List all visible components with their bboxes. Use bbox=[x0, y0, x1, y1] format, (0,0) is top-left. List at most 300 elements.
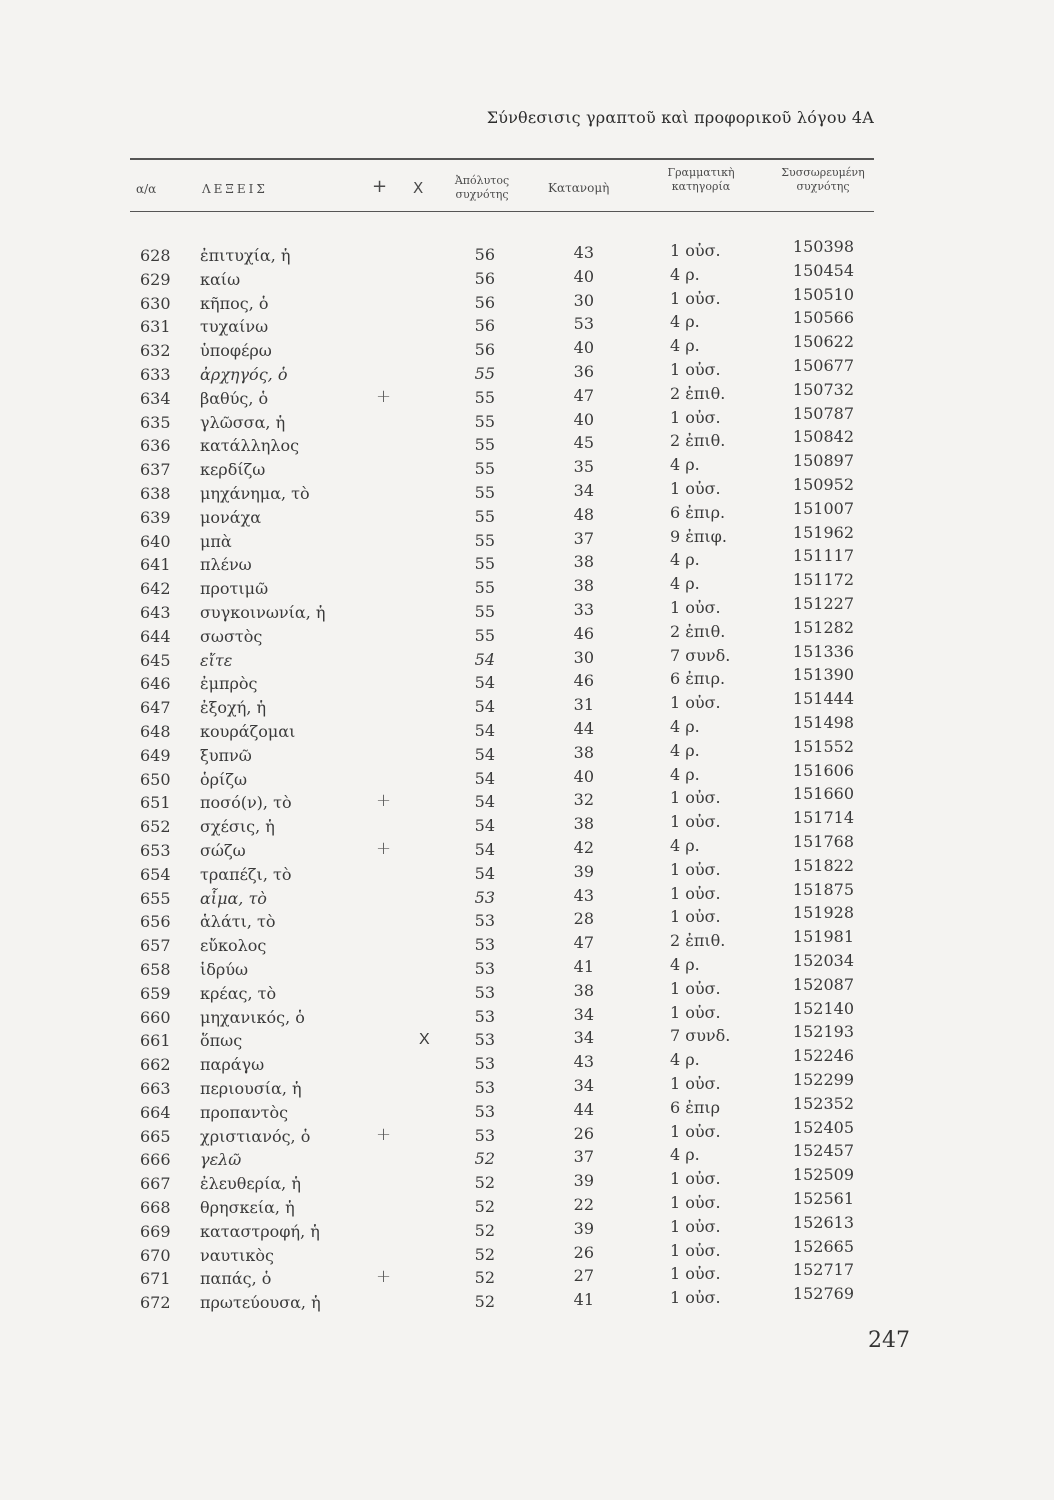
row-grammar-category: 1 οὐσ. bbox=[670, 1288, 721, 1308]
row-distribution: 42 bbox=[573, 838, 594, 857]
row-word: προπαντὸς bbox=[200, 1102, 289, 1122]
row-absolute-frequency: 52 bbox=[474, 1220, 495, 1240]
row-number: 662 bbox=[140, 1055, 171, 1075]
row-word: κῆπος, ὁ bbox=[200, 293, 269, 313]
table-row bbox=[0, 1046, 1054, 1079]
row-number: 635 bbox=[140, 412, 171, 432]
row-word: παπάς, ὁ bbox=[200, 1269, 272, 1289]
row-absolute-frequency: 54 bbox=[474, 792, 495, 812]
row-word: τυχαίνω bbox=[200, 317, 269, 337]
row-grammar-category: 1 οὐσ. bbox=[670, 788, 721, 808]
row-number: 666 bbox=[140, 1150, 171, 1170]
row-grammar-category: 4 ρ. bbox=[670, 955, 700, 974]
row-absolute-frequency: 55 bbox=[474, 483, 495, 502]
table-row bbox=[0, 570, 1054, 603]
row-distribution: 31 bbox=[573, 695, 594, 715]
row-word: μονάχα bbox=[200, 507, 262, 527]
row-cumulative-frequency: 150787 bbox=[792, 403, 854, 423]
row-number: 649 bbox=[140, 745, 171, 765]
row-distribution: 39 bbox=[573, 861, 594, 881]
row-grammar-category: 1 οὐσ. bbox=[670, 812, 721, 832]
row-distribution: 53 bbox=[573, 314, 594, 334]
header-absolute: Ἀπόλυτος συχνότης bbox=[454, 174, 510, 201]
row-word: ἐμπρὸς bbox=[200, 674, 258, 694]
row-distribution: 40 bbox=[573, 766, 594, 786]
row-word: ξυπνῶ bbox=[200, 745, 252, 765]
row-distribution: 39 bbox=[573, 1218, 594, 1238]
table-row bbox=[0, 998, 1054, 1032]
header-cumulative: Συσσωρευμένη συχνότης bbox=[781, 166, 865, 193]
row-word: ἐξοχή, ἡ bbox=[200, 698, 267, 718]
row-absolute-frequency: 55 bbox=[474, 364, 495, 383]
row-grammar-category: 4 ρ. bbox=[670, 550, 700, 570]
row-distribution: 34 bbox=[573, 1004, 594, 1024]
row-distribution: 41 bbox=[573, 1290, 594, 1310]
header-words: ΛΕΞΕΙΣ bbox=[202, 182, 268, 196]
header-aa: α/α bbox=[136, 182, 157, 196]
row-distribution: 37 bbox=[573, 528, 594, 548]
row-number: 659 bbox=[140, 983, 171, 1003]
row-word: σωστὸς bbox=[200, 626, 263, 646]
row-absolute-frequency: 52 bbox=[474, 1197, 495, 1216]
row-number: 638 bbox=[140, 484, 171, 503]
row-word: συγκοινωνία, ἡ bbox=[200, 603, 326, 622]
row-distribution: 43 bbox=[573, 1052, 594, 1072]
row-number: 651 bbox=[140, 793, 171, 813]
row-absolute-frequency: 52 bbox=[474, 1292, 495, 1312]
row-cumulative-frequency: 150398 bbox=[792, 237, 854, 256]
row-word: τραπέζι, τὸ bbox=[200, 864, 292, 884]
row-grammar-category: 1 οὐσ. bbox=[670, 1264, 721, 1284]
row-grammar-category: 2 ἐπιθ. bbox=[670, 383, 726, 403]
row-word: ἐπιτυχία, ἡ bbox=[200, 246, 291, 265]
table-row bbox=[0, 903, 1054, 936]
row-number: 661 bbox=[140, 1031, 171, 1051]
row-distribution: 36 bbox=[573, 362, 594, 381]
row-word: παράγω bbox=[200, 1055, 265, 1075]
row-cumulative-frequency: 151336 bbox=[792, 641, 854, 661]
table-row bbox=[0, 237, 1054, 270]
row-number: 636 bbox=[140, 436, 171, 456]
row-distribution: 32 bbox=[573, 790, 594, 810]
row-cumulative-frequency: 152717 bbox=[792, 1260, 854, 1280]
header-x: Χ bbox=[413, 179, 424, 197]
row-cumulative-frequency: 150842 bbox=[792, 427, 854, 447]
row-number: 665 bbox=[140, 1126, 171, 1146]
table-row bbox=[0, 927, 1054, 960]
row-word: περιουσία, ἡ bbox=[200, 1079, 302, 1098]
row-absolute-frequency: 53 bbox=[474, 1078, 495, 1097]
table-row bbox=[0, 665, 1054, 698]
row-distribution: 22 bbox=[573, 1195, 594, 1214]
row-distribution: 48 bbox=[573, 504, 594, 524]
row-absolute-frequency: 54 bbox=[474, 768, 495, 788]
row-distribution: 40 bbox=[573, 338, 594, 358]
row-absolute-frequency: 54 bbox=[474, 697, 495, 717]
table-row bbox=[0, 879, 1054, 913]
row-number: 671 bbox=[140, 1269, 171, 1289]
row-distribution: 47 bbox=[573, 385, 594, 405]
row-grammar-category: 4 ρ. bbox=[670, 740, 700, 760]
row-plus-mark: + bbox=[376, 1123, 392, 1145]
row-grammar-category: 9 ἐπιφ. bbox=[670, 526, 727, 546]
row-distribution: 34 bbox=[573, 481, 594, 500]
row-word: καίω bbox=[200, 269, 241, 289]
row-distribution: 43 bbox=[573, 243, 594, 262]
row-word: κερδίζω bbox=[200, 460, 266, 480]
row-number: 644 bbox=[140, 626, 171, 646]
row-distribution: 38 bbox=[573, 552, 594, 572]
row-cumulative-frequency: 151117 bbox=[792, 546, 854, 566]
row-word: καταστροφή, ἡ bbox=[200, 1221, 320, 1241]
row-grammar-category: 1 οὐσ. bbox=[670, 1169, 721, 1189]
table-row bbox=[0, 974, 1054, 1008]
header-plus: + bbox=[372, 176, 388, 197]
row-grammar-category: 1 οὐσ. bbox=[670, 360, 721, 379]
row-distribution: 47 bbox=[573, 933, 594, 953]
row-cumulative-frequency: 152769 bbox=[792, 1284, 854, 1304]
row-number: 629 bbox=[140, 269, 171, 289]
table-row bbox=[0, 403, 1054, 437]
row-absolute-frequency: 53 bbox=[474, 982, 495, 1002]
row-absolute-frequency: 54 bbox=[474, 840, 495, 859]
table-row bbox=[0, 689, 1054, 722]
table-row bbox=[0, 284, 1054, 318]
row-word: ἁλάτι, τὸ bbox=[200, 912, 276, 932]
table-row bbox=[0, 451, 1054, 484]
table-row bbox=[0, 1070, 1054, 1103]
row-distribution: 43 bbox=[573, 885, 594, 905]
row-distribution: 46 bbox=[573, 623, 594, 643]
row-word: γελῶ bbox=[200, 1150, 242, 1170]
table-row bbox=[0, 951, 1054, 984]
row-absolute-frequency: 52 bbox=[474, 1149, 495, 1169]
row-distribution: 44 bbox=[573, 719, 594, 738]
row-grammar-category: 2 ἐπιθ. bbox=[670, 931, 726, 951]
row-number: 668 bbox=[140, 1198, 171, 1217]
row-distribution: 40 bbox=[573, 266, 594, 286]
row-absolute-frequency: 56 bbox=[474, 292, 495, 312]
table-row bbox=[0, 427, 1054, 460]
row-cumulative-frequency: 152299 bbox=[792, 1070, 854, 1089]
row-absolute-frequency: 55 bbox=[474, 459, 495, 479]
row-cumulative-frequency: 152193 bbox=[792, 1022, 854, 1042]
row-number: 660 bbox=[140, 1007, 171, 1027]
row-grammar-category: 1 οὐσ. bbox=[670, 693, 721, 713]
row-distribution: 34 bbox=[573, 1076, 594, 1095]
row-distribution: 26 bbox=[573, 1123, 594, 1143]
row-grammar-category: 7 συνδ. bbox=[670, 645, 731, 665]
row-absolute-frequency: 53 bbox=[474, 911, 495, 931]
row-grammar-category: 1 οὐσ. bbox=[670, 1216, 721, 1236]
table-row bbox=[0, 736, 1054, 770]
row-number: 628 bbox=[140, 246, 171, 265]
table-row bbox=[0, 760, 1054, 794]
row-grammar-category: 4 ρ. bbox=[670, 574, 700, 594]
row-grammar-category: 4 ρ. bbox=[670, 336, 700, 356]
row-number: 647 bbox=[140, 698, 171, 718]
row-number: 672 bbox=[140, 1293, 171, 1313]
row-number: 634 bbox=[140, 388, 171, 408]
row-grammar-category: 4 ρ. bbox=[670, 764, 700, 784]
row-grammar-category: 1 οὐσ. bbox=[670, 407, 721, 427]
table-row bbox=[0, 475, 1054, 508]
row-grammar-category: 1 οὐσ. bbox=[670, 241, 721, 260]
row-grammar-category: 4 ρ. bbox=[670, 264, 700, 284]
row-absolute-frequency: 53 bbox=[474, 887, 495, 907]
row-distribution: 38 bbox=[573, 980, 594, 1000]
row-absolute-frequency: 55 bbox=[474, 625, 495, 645]
row-number: 630 bbox=[140, 293, 171, 313]
row-absolute-frequency: 54 bbox=[474, 673, 495, 693]
row-word: ναυτικὸς bbox=[200, 1245, 274, 1265]
row-grammar-category: 2 ἐπιθ. bbox=[670, 431, 726, 451]
row-cumulative-frequency: 152034 bbox=[792, 951, 854, 970]
row-grammar-category: 4 ρ. bbox=[670, 455, 700, 475]
row-number: 657 bbox=[140, 936, 171, 956]
row-distribution: 30 bbox=[573, 290, 594, 310]
row-grammar-category: 1 οὐσ. bbox=[670, 1240, 721, 1260]
row-word: μηχάνημα, τὸ bbox=[200, 484, 310, 503]
row-cumulative-frequency: 152509 bbox=[792, 1165, 854, 1185]
row-absolute-frequency: 56 bbox=[474, 268, 495, 288]
table-row bbox=[0, 260, 1054, 294]
row-distribution: 27 bbox=[573, 1266, 594, 1286]
row-word: κρέας, τὸ bbox=[200, 983, 277, 1003]
row-word: αἷμα, τὸ bbox=[200, 888, 267, 908]
row-distribution: 44 bbox=[573, 1099, 594, 1119]
row-number: 631 bbox=[140, 317, 171, 337]
row-word: χριστιανός, ὁ bbox=[200, 1126, 311, 1146]
row-word: κατάλληλος bbox=[200, 436, 300, 456]
table-row bbox=[0, 1165, 1054, 1198]
row-word: ὁρίζω bbox=[200, 769, 248, 789]
row-absolute-frequency: 52 bbox=[474, 1244, 495, 1264]
table-row bbox=[0, 308, 1054, 341]
table-row bbox=[0, 1189, 1054, 1222]
row-number: 643 bbox=[140, 603, 171, 622]
row-cumulative-frequency: 151007 bbox=[792, 498, 854, 518]
table-row bbox=[0, 498, 1054, 532]
row-plus-mark: + bbox=[376, 790, 392, 812]
table-row bbox=[0, 379, 1054, 413]
row-absolute-frequency: 55 bbox=[474, 387, 495, 407]
table-row bbox=[0, 1093, 1054, 1127]
table-row bbox=[0, 522, 1054, 556]
table-row bbox=[0, 1141, 1054, 1174]
row-absolute-frequency: 56 bbox=[474, 340, 495, 360]
row-absolute-frequency: 55 bbox=[474, 435, 495, 455]
row-x-mark: Χ bbox=[419, 1031, 430, 1049]
row-absolute-frequency: 53 bbox=[474, 959, 495, 978]
header-distribution: Κατανομὴ bbox=[548, 181, 610, 195]
row-plus-mark: + bbox=[376, 385, 392, 407]
row-absolute-frequency: 52 bbox=[474, 1173, 495, 1193]
row-cumulative-frequency: 151822 bbox=[792, 855, 854, 875]
row-cumulative-frequency: 151552 bbox=[792, 736, 854, 756]
row-grammar-category: 1 οὐσ. bbox=[670, 479, 721, 498]
row-cumulative-frequency: 151875 bbox=[792, 879, 854, 899]
row-absolute-frequency: 53 bbox=[474, 1006, 495, 1026]
row-number: 670 bbox=[140, 1245, 171, 1265]
table-row bbox=[0, 808, 1054, 841]
row-cumulative-frequency: 152613 bbox=[792, 1212, 854, 1232]
row-distribution: 30 bbox=[573, 647, 594, 667]
row-absolute-frequency: 53 bbox=[474, 1030, 495, 1050]
row-word: ἐλευθερία, ἡ bbox=[200, 1174, 301, 1194]
table-row bbox=[0, 641, 1054, 675]
row-plus-mark: + bbox=[376, 1266, 392, 1288]
row-cumulative-frequency: 152352 bbox=[792, 1093, 854, 1113]
row-word: κουράζομαι bbox=[200, 722, 296, 741]
row-word: ὅπως bbox=[200, 1031, 243, 1051]
row-cumulative-frequency: 150454 bbox=[792, 260, 854, 280]
row-absolute-frequency: 54 bbox=[474, 721, 495, 740]
row-number: 650 bbox=[140, 769, 171, 789]
row-plus-mark: + bbox=[376, 838, 392, 859]
row-grammar-category: 1 οὐσ. bbox=[670, 598, 721, 617]
row-number: 656 bbox=[140, 912, 171, 932]
row-word: εὔκολος bbox=[200, 936, 267, 956]
row-grammar-category: 4 ρ. bbox=[670, 312, 700, 332]
row-absolute-frequency: 55 bbox=[474, 602, 495, 621]
row-cumulative-frequency: 151962 bbox=[792, 522, 854, 542]
row-cumulative-frequency: 150897 bbox=[792, 451, 854, 471]
row-cumulative-frequency: 151282 bbox=[792, 617, 854, 637]
table-row bbox=[0, 713, 1054, 746]
row-distribution: 34 bbox=[573, 1028, 594, 1048]
row-distribution: 39 bbox=[573, 1171, 594, 1191]
row-distribution: 41 bbox=[573, 957, 594, 976]
row-number: 654 bbox=[140, 864, 171, 884]
row-word: σώζω bbox=[200, 841, 246, 860]
row-word: ποσό(ν), τὸ bbox=[200, 793, 292, 813]
row-cumulative-frequency: 151498 bbox=[792, 713, 854, 732]
row-distribution: 33 bbox=[573, 600, 594, 619]
row-number: 641 bbox=[140, 555, 171, 575]
table-row bbox=[0, 332, 1054, 365]
row-absolute-frequency: 55 bbox=[474, 578, 495, 598]
row-absolute-frequency: 53 bbox=[474, 1125, 495, 1145]
row-number: 664 bbox=[140, 1102, 171, 1122]
header-grammar: Γραμματικὴ κατηγορία bbox=[667, 166, 735, 193]
row-distribution: 37 bbox=[573, 1147, 594, 1167]
row-number: 655 bbox=[140, 888, 171, 908]
row-cumulative-frequency: 150732 bbox=[792, 379, 854, 399]
row-grammar-category: 1 οὐσ. bbox=[670, 978, 721, 998]
row-distribution: 40 bbox=[573, 409, 594, 429]
row-number: 669 bbox=[140, 1221, 171, 1241]
row-distribution: 46 bbox=[573, 671, 594, 691]
row-cumulative-frequency: 152561 bbox=[792, 1189, 854, 1208]
table-row bbox=[0, 1260, 1054, 1293]
row-absolute-frequency: 53 bbox=[474, 1101, 495, 1121]
row-number: 648 bbox=[140, 722, 171, 741]
table-row bbox=[0, 1212, 1054, 1246]
table-row bbox=[0, 1284, 1054, 1317]
row-grammar-category: 7 συνδ. bbox=[670, 1026, 731, 1046]
row-absolute-frequency: 56 bbox=[474, 245, 495, 264]
row-absolute-frequency: 56 bbox=[474, 316, 495, 336]
row-grammar-category: 4 ρ. bbox=[670, 1145, 700, 1165]
row-grammar-category: 1 οὐσ. bbox=[670, 883, 721, 903]
row-cumulative-frequency: 151390 bbox=[792, 665, 854, 685]
row-number: 632 bbox=[140, 341, 171, 361]
row-number: 639 bbox=[140, 507, 171, 527]
row-word: ὑποφέρω bbox=[200, 341, 272, 361]
row-word: θρησκεία, ἡ bbox=[200, 1198, 295, 1217]
row-cumulative-frequency: 152140 bbox=[792, 998, 854, 1018]
row-grammar-category: 1 οὐσ. bbox=[670, 1002, 721, 1022]
row-grammar-category: 4 ρ. bbox=[670, 1050, 700, 1070]
table-row bbox=[0, 1022, 1054, 1055]
row-cumulative-frequency: 150952 bbox=[792, 475, 854, 494]
row-absolute-frequency: 53 bbox=[474, 1054, 495, 1074]
row-number: 652 bbox=[140, 817, 171, 837]
row-cumulative-frequency: 151981 bbox=[792, 927, 854, 947]
table-row bbox=[0, 594, 1054, 627]
page-number: 247 bbox=[868, 1328, 910, 1353]
row-cumulative-frequency: 150622 bbox=[792, 332, 854, 352]
row-grammar-category: 4 ρ. bbox=[670, 836, 700, 855]
row-distribution: 26 bbox=[573, 1242, 594, 1262]
row-number: 658 bbox=[140, 960, 171, 979]
row-number: 653 bbox=[140, 841, 171, 860]
row-word: πλένω bbox=[200, 555, 252, 575]
table-row bbox=[0, 546, 1054, 579]
row-grammar-category: 1 οὐσ. bbox=[670, 1074, 721, 1093]
row-word: ἀρχηγός, ὁ bbox=[200, 365, 288, 384]
row-cumulative-frequency: 152087 bbox=[792, 974, 854, 994]
row-cumulative-frequency: 150510 bbox=[792, 284, 854, 304]
row-word: εἴτε bbox=[200, 650, 233, 670]
row-grammar-category: 1 οὐσ. bbox=[670, 1121, 721, 1141]
row-word: πρωτεύουσα, ἡ bbox=[200, 1293, 321, 1313]
row-number: 663 bbox=[140, 1079, 171, 1098]
row-distribution: 45 bbox=[573, 433, 594, 453]
row-word: σχέσις, ἡ bbox=[200, 817, 275, 837]
row-grammar-category: 1 οὐσ. bbox=[670, 288, 721, 308]
row-absolute-frequency: 53 bbox=[474, 935, 495, 955]
row-grammar-category: 1 οὐσ. bbox=[670, 1193, 721, 1212]
row-cumulative-frequency: 151768 bbox=[792, 832, 854, 851]
row-number: 633 bbox=[140, 365, 171, 384]
row-cumulative-frequency: 151928 bbox=[792, 903, 854, 923]
row-absolute-frequency: 55 bbox=[474, 530, 495, 550]
row-number: 642 bbox=[140, 579, 171, 599]
row-absolute-frequency: 54 bbox=[474, 863, 495, 883]
table-row bbox=[0, 356, 1054, 389]
row-number: 667 bbox=[140, 1174, 171, 1194]
row-cumulative-frequency: 151660 bbox=[792, 784, 854, 804]
table-row bbox=[0, 855, 1054, 889]
row-cumulative-frequency: 152457 bbox=[792, 1141, 854, 1161]
row-distribution: 28 bbox=[573, 909, 594, 929]
table-row bbox=[0, 1236, 1054, 1270]
row-grammar-category: 4 ρ. bbox=[670, 717, 700, 736]
row-word: βαθύς, ὁ bbox=[200, 388, 269, 408]
row-distribution: 35 bbox=[573, 457, 594, 477]
row-word: μηχανικός, ὁ bbox=[200, 1007, 305, 1027]
row-grammar-category: 6 ἐπιρ bbox=[670, 1097, 721, 1117]
row-absolute-frequency: 55 bbox=[474, 554, 495, 574]
row-cumulative-frequency: 151444 bbox=[792, 689, 854, 709]
row-grammar-category: 1 οὐσ. bbox=[670, 907, 721, 927]
row-word: μπὰ bbox=[200, 531, 232, 551]
row-word: προτιμῶ bbox=[200, 579, 269, 599]
row-absolute-frequency: 54 bbox=[474, 649, 495, 669]
table-row bbox=[0, 617, 1054, 651]
